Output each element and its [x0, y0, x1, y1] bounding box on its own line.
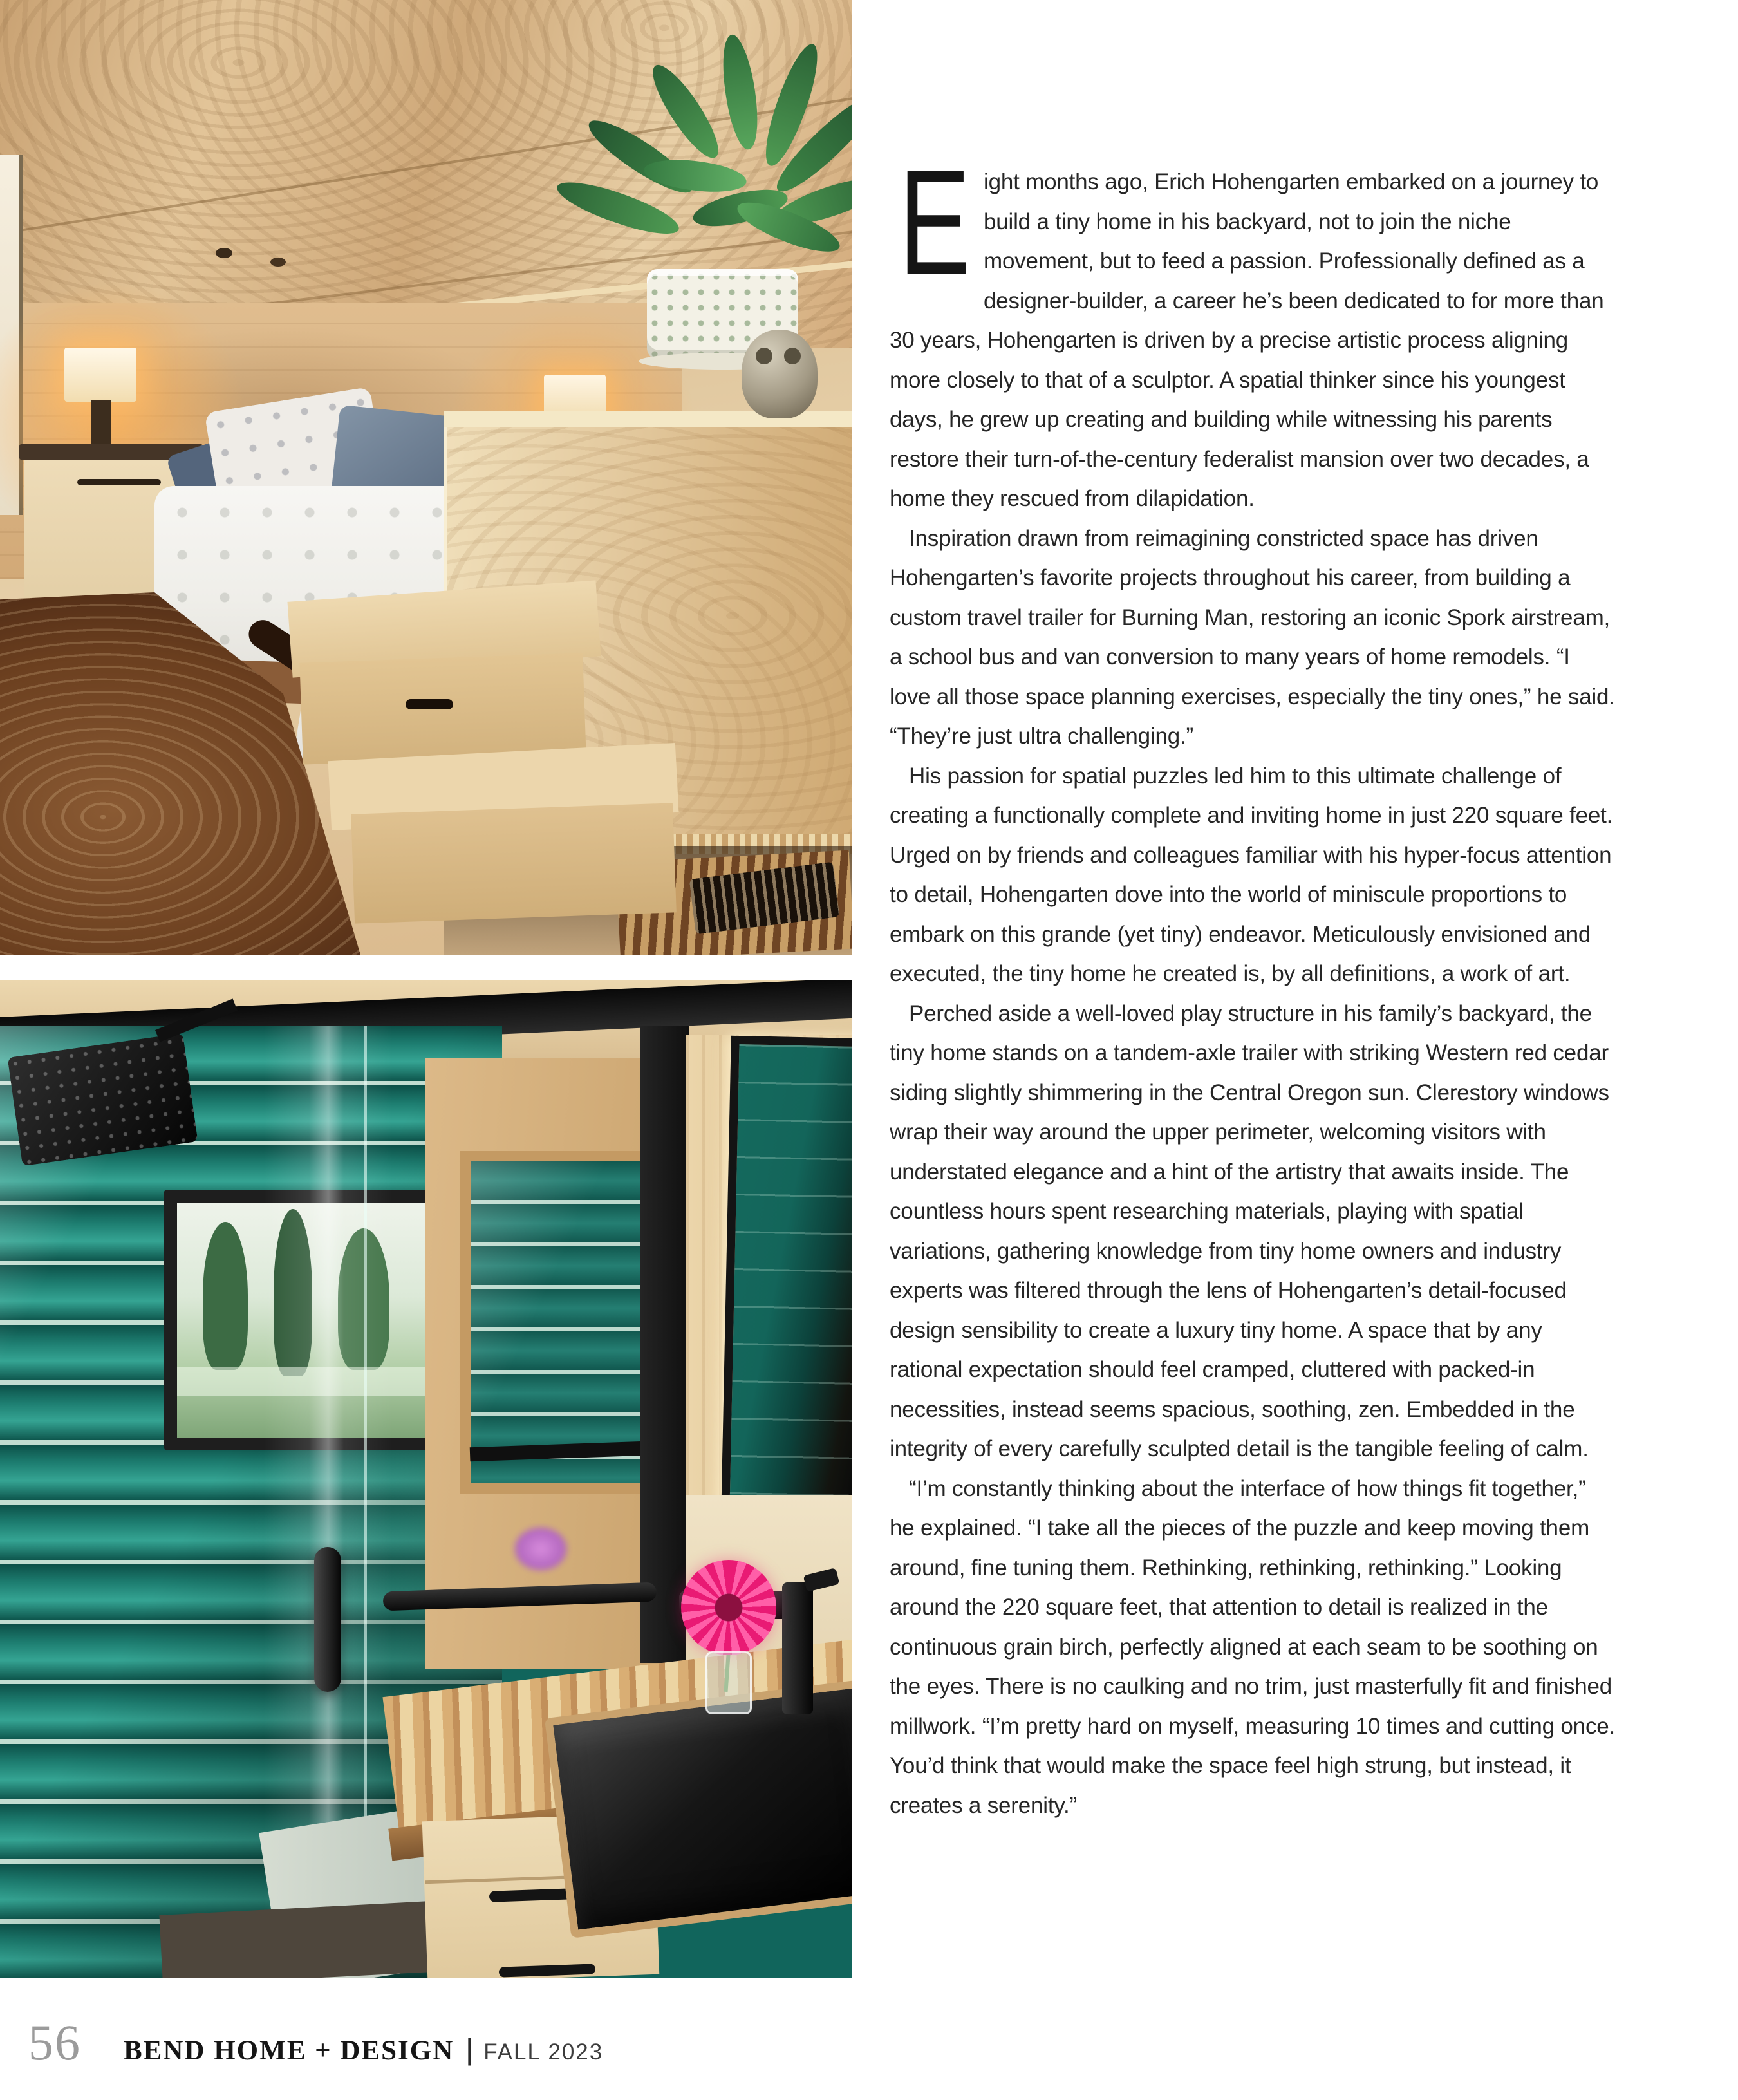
article-body	[890, 139, 1616, 1825]
drawer-handle	[77, 479, 161, 485]
black-frame-post	[640, 1026, 689, 1663]
page-footer	[28, 2014, 603, 2072]
article-paragraphs	[890, 139, 1616, 1825]
bathroom-photo	[0, 980, 852, 1978]
page-number: 56	[28, 2014, 81, 2070]
recessed-light	[270, 258, 286, 267]
article-paragraph: Perched aside a well-loved play structure in his family’s backyard, the tiny home stands on a tandem-axle trailer with striking Western red cedar siding slightly shimmering in the Central Oregon sun. Clerestory windows wrap their way around the upper perimeter, welcoming visitors with understated elegance and a hint of the artistry that awaits inside. The countless hours spent researching materials, playing with spatial variations, gathering knowledge from tiny home owners and industry experts was filtered through the lens of Hohengarten’s detail-focused design sensibility to create a luxury tiny home. A space that by any rational expectation should feel cramped, cluttered with packed-in necessities, instead seems spacious, soothing, zen. Embedded in the integrity of every carefully sculpted detail is the tangible feeling of calm.	[890, 1000, 1609, 1461]
stair-handle-slot	[406, 699, 453, 709]
stair-riser	[351, 803, 677, 923]
issue-label: FALL 2023	[483, 2039, 604, 2065]
owl-figurine	[742, 330, 818, 418]
footer-separator: |	[465, 2032, 474, 2066]
magazine-name: BEND HOME + DESIGN	[124, 2036, 454, 2066]
drop-cap: E	[899, 139, 971, 306]
loft-bedroom-photo	[0, 0, 852, 955]
article-paragraph: “I’m constantly thinking about the interface of how things fit together,” he explained. “I take all the pieces of the puzzle and keep moving them around, fine tuning them. Rethinking, rethinking, rethinking.” Looking around the 220 square feet, that attention to detail is realized in the continuous grain birch, perfectly aligned at each seam to be soothing on the eyes. There is no caulking and no trim, just masterfully fit and finished millwork. “I’m pretty hard on myself, measuring 10 times and cutting once. You’d think that would make the space feel high strung, but instead, it creates a serenity.”	[890, 1476, 1616, 1818]
gerbera-flower	[681, 1560, 776, 1655]
wall-sconce	[64, 348, 136, 402]
black-sink	[545, 1680, 852, 1938]
pine-tree	[203, 1222, 248, 1370]
purple-flower	[515, 1528, 566, 1570]
black-faucet	[782, 1582, 813, 1714]
article-paragraph: Inspiration drawn from reimagining constricted space has driven Hohengarten’s favorite projects throughout his career, from building a custom travel trailer for Burning Man, restoring an iconic Spork airstream, a school bus and van conversion to many years of home remodels. “I love all those space planning exercises, especially the tiny ones,” he said. “They’re just ultra challenging.”	[890, 525, 1615, 749]
sconce-bracket	[91, 400, 111, 448]
recessed-light	[216, 248, 232, 258]
article-paragraph: His passion for spatial puzzles led him to this ultimate challenge of creating a functionally complete and inviting home in just 220 square feet. Urged on by friends and colleagues familiar with his hyper-focus attention to detail, Hohengarten dove into the world of miniscule proportions to embark on this grande (yet tiny) endeavor. Meticulously envisioned and executed, the tiny home he created is, by all definitions, a work of art.	[890, 763, 1613, 986]
vanity-mirror	[721, 1036, 852, 1519]
glass-door-handle	[314, 1547, 341, 1692]
article-paragraph: E ight months ago, Erich Hohengarten embarked on a journey to build a tiny home in his backyard, not to join the niche movement, but to feed a passion. Professionally defined as a designer-builder, a career he’s been dedicated to for more than 30 years, Hohengarten is driven by a precise artistic process aligning more closely to that of a sculptor. A spatial thinker since his youngest days, he grew up creating and building while witnessing his parents restore their turn-of-the-century federalist mansion over two decades, a home they rescued from dilapidation.	[890, 139, 1604, 511]
flower-vase	[705, 1651, 752, 1714]
